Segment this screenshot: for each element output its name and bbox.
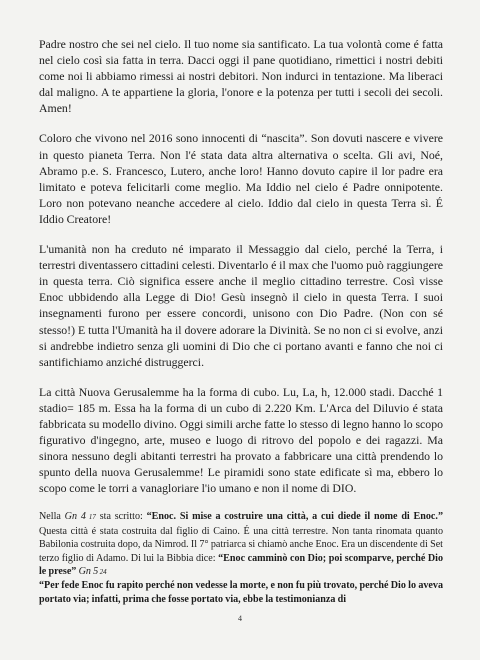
- innocence-paragraph: Coloro che vivono nel 2016 sono innocenti di “nascita”. Son dovuti nascere e vivere in questo pianeta Terra. Non l'é stata data altra alternativa o scelta. Gli avi, Noé, Abramo p.e. S. Francesco, Lutero, anche loro! Hanno dovuto capire il lor padre era limitato e poteva felicitarli come meglio. Ma Iddio nel cielo é Padre onnipotente. Loro non potevano neanche accedere al cielo. Iddio dal cielo in questa Terra sì. É Iddio Creatore!: [39, 131, 443, 226]
- new-jerusalem-paragraph: La città Nuova Gerusalemme ha la forma di cubo. Lu, La, h, 12.000 stadi. Dacché 1 stadio= 185 m. Essa ha la forma di un cubo di 2.220 Km. L'Arca del Diluvio é stata fabbricata su modello divino. Oggi simili arche fatte lo stesso di legno hanno lo scopo figurativo d'ingegno, arte, museo e luogo di ritrovo del popolo e dei ragazzi. Ma sinora nessuno degli abitanti terrestri ha provato a fabbricare una città prendendo lo spunto della nuova Gerusalemme! Le piramidi sono state edificate sì ma, ebbero lo scopo come le torri a vanagloriare l'io umano e non il nome di DIO.: [39, 384, 443, 496]
- page-number: 4: [238, 614, 242, 623]
- faith-quote: “Per fede Enoc fu rapito perché non vedesse la morte, e non fu più trovato, perché Dio lo aveva portato via; infatti, prima che fosse portato via, ebbe la testimonianza di: [39, 580, 443, 605]
- prayer-paragraph: Padre nostro che sei nel cielo. Il tuo nome sia santificato. La tua volontà come é fatta nel cielo così sia fatta in terra. Dacci oggi il pane quotidiano, rimettici i nostri debiti come noi li abbiamo rimessi ai nostri debitori. Non indurci in tentazione. Ma liberaci dal maligno. A te appartiene la gloria, l'onore e la potenza per tutti i secoli dei secoli. Amen!: [39, 37, 443, 116]
- bible-ref2-book: Gn: [76, 566, 91, 578]
- page-content: [39, 36, 443, 606]
- enoch-paragraph: [39, 510, 443, 579]
- bible-ref-verse: 17: [85, 513, 96, 522]
- bible-ref2-chapter: 5: [90, 566, 99, 578]
- intro-text: Nella: [39, 511, 65, 523]
- humanity-paragraph: L'umanità non ha creduto né imparato il Messaggio dal cielo, perché la Terra, i terrestri diventassero cittadini celesti. Diventarlo é il max che l'uomo può raggiungere in questa terra. Ciò significa essere anche il meglio cittadino terrestre. Così visse Enoc ubbidendo alla Legge di Dio! Gesù insegnò il cielo in questa Terra. I suoi insegnamenti furono per essere concordi, unisono con Dio Padre. (Non con sé stesso!) E tutta l'Umanità ha il dovere adorare la Divinità. Se no non ci si evolve, anzi si andrebbe indietro senza gli uomini di Dio che ci portano avanti e fanno che noi ci santifichiamo anziché distruggerci.: [39, 242, 443, 369]
- bible-ref-chapter: 4: [77, 511, 86, 523]
- bible-quote-2: “Enoc camminò con Dio; poi scomparve, perché Dio le prese”: [39, 552, 443, 578]
- enoch-text: Questa città é stata costruita dal figlio di Caino. É una città terrestre. Non tanta rinomata quanto Babilonia costruita dopo, da Nimrod. Il 7° patriarca si chiamò anche Enoc. Era un discendente di Set terzo figlio di Adamo. Di lui la Bibbia dice:: [39, 525, 443, 564]
- bible-ref-book: Gn: [64, 511, 78, 523]
- intro-text-2: sta scritto:: [95, 511, 147, 523]
- bible-quote: “Enoc. Si mise a costruire una città, a cui diede il nome di Enoc.”: [146, 511, 443, 523]
- bible-ref2-verse: 24: [98, 568, 107, 577]
